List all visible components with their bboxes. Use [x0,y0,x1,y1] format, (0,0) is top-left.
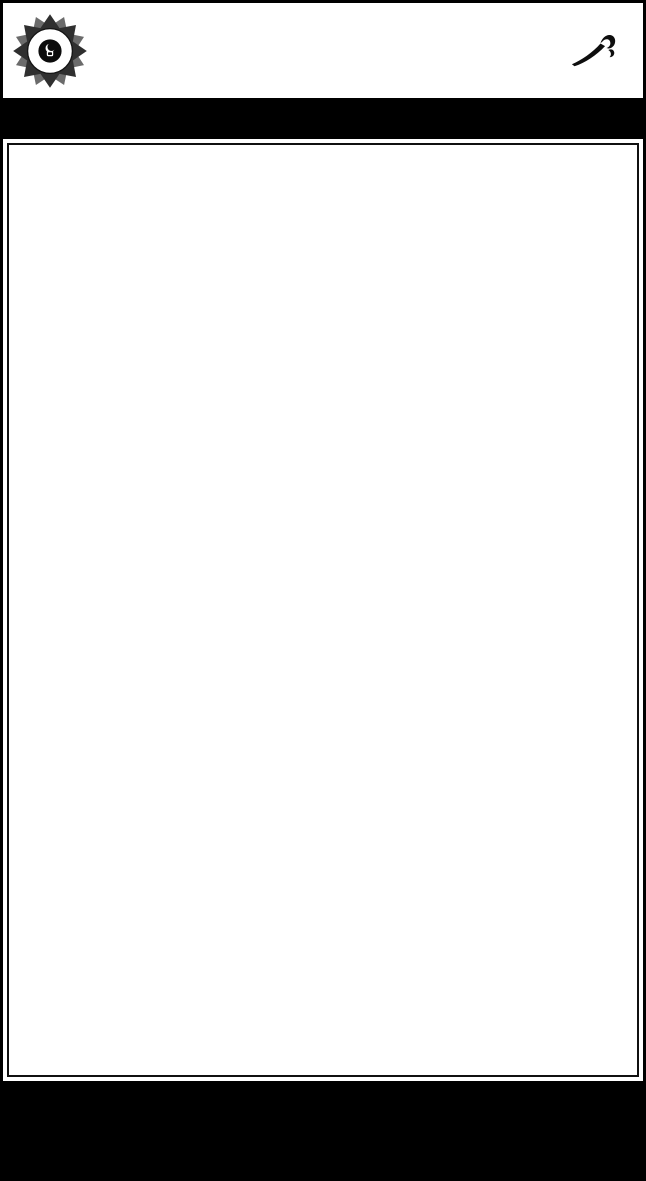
police-star-badge-icon [10,11,90,91]
uraan-pakistan-logo [551,30,637,72]
notice-header [3,3,643,98]
nhmp-badge-logo [9,11,91,91]
notice-footer [0,1081,646,1181]
notice-body [7,143,639,1077]
header-titles [91,49,551,53]
markhor-swoosh-icon [568,30,620,70]
notice-body-wrap [3,139,643,1081]
banner-title [0,102,646,139]
